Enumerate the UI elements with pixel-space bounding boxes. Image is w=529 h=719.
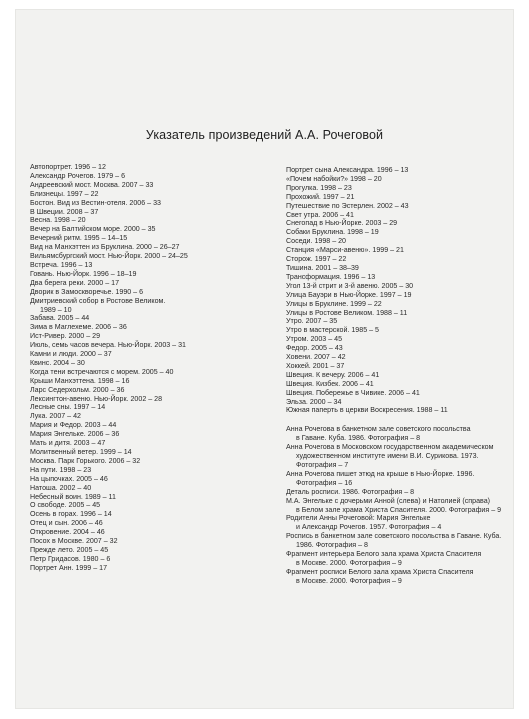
index-entry: Анна Рочегова пишет этюд на крыше в Нью-Йорке. 1996. <box>286 469 475 478</box>
index-entry: Трансформация. 1996 – 13 <box>286 272 376 281</box>
index-entry-continuation: в Белом зале храма Христа Спасителя. 2000. Фотография – 9 <box>296 505 502 514</box>
index-entry: Родители Анны Рочеговой: Мария Энгельке <box>286 514 431 523</box>
index-entry: Говань. Нью-Йорк. 1996 – 18–19 <box>30 269 137 278</box>
index-entry: Осень в горах. 1996 – 14 <box>30 510 112 519</box>
index-entry: Ист-Ривер. 2000 – 29 <box>30 332 101 341</box>
index-entry: О свободе. 2005 – 45 <box>30 501 101 510</box>
index-entry: На цыпочках. 2005 – 46 <box>30 474 108 483</box>
index-entry: Когда тени встречаются с морем. 2005 – 40 <box>30 367 174 376</box>
index-entry: Анна Рочегова в банкетном зале советского посольства <box>286 425 471 434</box>
index-entry: Прохожий. 1997 – 21 <box>286 192 355 201</box>
index-entry: Швеция. Побережье в Чивике. 2006 – 41 <box>286 388 420 397</box>
index-entry: Два берега реки. 2000 – 17 <box>30 278 120 287</box>
index-entry-continuation: и Александр Рочегов. 1957. Фотография – 4 <box>296 523 442 532</box>
index-entry: Мария Энгельке. 2006 – 36 <box>30 430 120 439</box>
index-entry: Камни и люди. 2000 – 37 <box>30 350 112 359</box>
index-entry: Утро. 2007 – 35 <box>286 317 338 326</box>
index-entry: Собаки Бруклина. 1998 – 19 <box>286 228 379 237</box>
index-entry: Портрет Анн. 1999 – 17 <box>30 563 108 572</box>
index-entry: Июль, семь часов вечера. Нью-Йорк. 2003 – 31 <box>30 341 186 350</box>
index-entry: Улицы в Ростове Великом. 1988 – 11 <box>286 308 408 317</box>
index-entry: Петр Гридасов. 1980 – 6 <box>30 554 111 563</box>
index-entry: Лексингтон-авеню. Нью-Йорк. 2002 – 28 <box>30 394 163 403</box>
book-page <box>16 10 513 708</box>
index-entry: Южная паперть в церкви Воскресения. 1988 – 11 <box>286 406 448 415</box>
index-entry: Вечерний ритм. 1995 – 14–15 <box>30 234 128 243</box>
index-entry: Встреча. 1996 – 13 <box>30 260 93 269</box>
index-entry: Откровение. 2004 – 46 <box>30 528 105 537</box>
index-entry: Прежде лето. 2005 – 45 <box>30 545 109 554</box>
index-entry: Мать и дитя. 2003 – 47 <box>30 439 106 448</box>
index-entry: Квинс. 2004 – 30 <box>30 358 85 367</box>
index-entry: Прогулка. 1998 – 23 <box>286 183 352 192</box>
index-entry: Лука. 2007 – 42 <box>30 412 81 421</box>
index-entry: Швеция. Кизбек. 2006 – 41 <box>286 379 374 388</box>
index-column-left <box>30 163 266 573</box>
index-entry: Мария и Федор. 2003 – 44 <box>30 421 117 430</box>
index-entry: Улицы в Бруклине. 1999 – 22 <box>286 299 382 308</box>
index-entry: Весна. 1998 – 20 <box>30 216 86 225</box>
index-entry: Зима в Маглехеме. 2006 – 36 <box>30 323 127 332</box>
index-entry: Деталь росписи. 1986. Фотография – 8 <box>286 487 415 496</box>
index-entry: Забава. 2005 – 44 <box>30 314 90 323</box>
index-entry: Близнецы. 1997 – 22 <box>30 189 99 198</box>
index-entry: Андреевский мост. Москва. 2007 – 33 <box>30 180 154 189</box>
index-entry: Фрагмент росписи Белого зала храма Христа Спасителя <box>286 567 474 576</box>
index-entry-continuation: в Москве. 2000. Фотография – 9 <box>296 558 402 567</box>
index-entry: Дворик в Замоскворечье. 1990 – 6 <box>30 287 144 296</box>
index-entry: «Почем набойки?» 1998 – 20 <box>286 174 382 183</box>
index-entry: Натоша. 2002 – 40 <box>30 483 92 492</box>
index-entry: Улица Бауэри в Нью-Йорке. 1997 – 19 <box>286 290 412 299</box>
index-entry: Угол 13-й стрит и 3-й авеню. 2005 – 30 <box>286 281 414 290</box>
index-entry: Дмитриевский собор в Ростове Великом. <box>30 296 166 305</box>
index-entry: Путешествие по Эстерлен. 2002 – 43 <box>286 201 409 210</box>
index-entry: Посох в Москве. 2007 – 32 <box>30 537 118 546</box>
index-entry: Хоккей. 2001 – 37 <box>286 361 345 370</box>
index-entry: Крыши Манхэттена. 1998 – 16 <box>30 376 130 385</box>
index-entry: Роспись в банкетном зале советского посольства в Гаване. Куба. <box>286 532 502 541</box>
index-entry: Снегопад в Нью-Йорке. 2003 – 29 <box>286 219 398 228</box>
index-entry-continuation: 1986. Фотография – 8 <box>296 541 368 550</box>
index-entry-continuation: в Гаване. Куба. 1986. Фотография – 8 <box>296 434 421 443</box>
index-entry-continuation: художественном институте имени В.И. Сурикова. 1973. <box>296 452 479 461</box>
index-entry: На пути. 1998 – 23 <box>30 465 92 474</box>
index-entry: Швеция. К вечеру. 2006 – 41 <box>286 370 380 379</box>
index-entry-continuation: Фотография – 16 <box>296 478 353 487</box>
index-entry: Анна Рочегова в Московском государственном академическом <box>286 443 494 452</box>
index-title: Указатель произведений А.А. Рочеговой <box>145 128 384 142</box>
index-entry: Утром. 2003 – 45 <box>286 335 343 344</box>
index-entry: Сторож. 1997 – 22 <box>286 255 347 264</box>
index-entry: Вечер на Балтийском море. 2000 – 35 <box>30 225 156 234</box>
index-entry: Москва. Парк Горького. 2006 – 32 <box>30 456 141 465</box>
index-entry: Вильямсбургский мост. Нью-Йорк. 2000 – 24–25 <box>30 252 188 261</box>
index-entry: Соседи. 1998 – 20 <box>286 237 347 246</box>
index-entry: Свет утра. 2006 – 41 <box>286 210 354 219</box>
index-entry: М.А. Энгельке с дочерьми Анной (слева) и Натолией (справа) <box>286 496 491 505</box>
index-entry: Небесный воин. 1989 – 11 <box>30 492 116 501</box>
index-entry: В Швеции. 2008 – 37 <box>30 207 99 216</box>
index-entry: Отец и сын. 2006 – 46 <box>30 519 103 528</box>
index-entry: Станция «Марси-авеню». 1999 – 21 <box>286 246 404 255</box>
index-column-right <box>286 166 508 586</box>
index-entry: Молитвенный ветер. 1999 – 14 <box>30 448 132 456</box>
index-entry: Александр Рочегов. 1979 – 6 <box>30 171 126 180</box>
index-entry: Федор. 2005 – 43 <box>286 344 343 353</box>
index-entry: Эльза. 2000 – 34 <box>286 397 342 406</box>
index-entry: Ховени. 2007 – 42 <box>286 353 346 362</box>
index-entry: Лесные сны. 1997 – 14 <box>30 403 106 412</box>
index-entry-continuation: в Москве. 2000. Фотография – 9 <box>296 576 402 585</box>
index-entry-continuation: 1989 – 10 <box>40 305 72 314</box>
index-entry: Фрагмент интерьера Белого зала храма Христа Спасителя <box>286 550 482 559</box>
index-entry: Вид на Манхэттен из Бруклина. 2000 – 26–27 <box>30 243 180 252</box>
index-entry: Портрет сына Александра. 1996 – 13 <box>286 166 409 174</box>
index-entry-continuation: Фотография – 7 <box>296 461 349 469</box>
index-entry: Утро в мастерской. 1985 – 5 <box>286 326 379 335</box>
index-entry: Бостон. Вид из Вестин-отеля. 2006 – 33 <box>30 198 161 207</box>
index-entry: Тишина. 2001 – 38–39 <box>286 263 359 272</box>
index-entry: Ларс Седерхольм. 2000 – 36 <box>30 385 125 394</box>
index-entry: Автопортрет. 1996 – 12 <box>30 163 106 171</box>
